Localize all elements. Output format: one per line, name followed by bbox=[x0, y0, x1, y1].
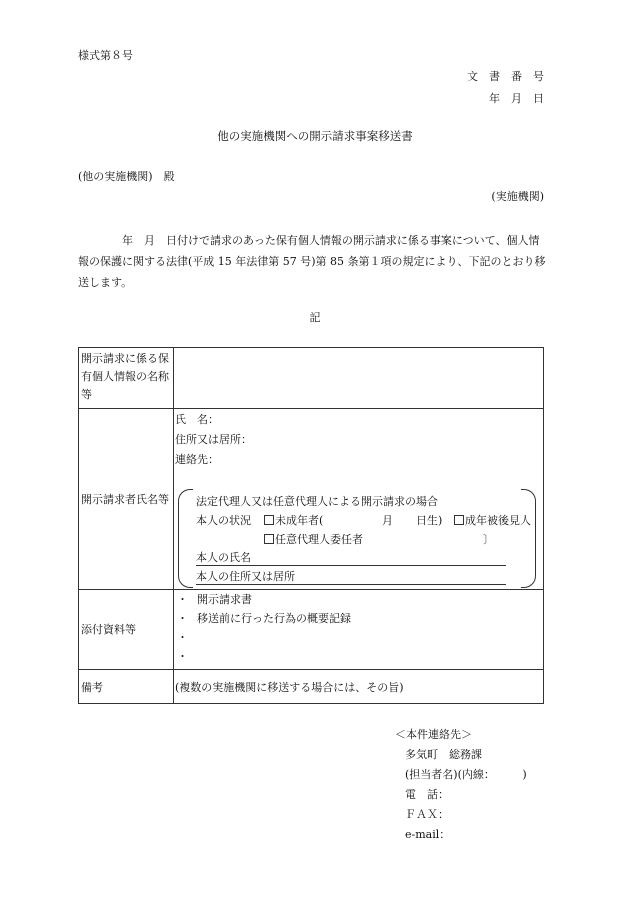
contact-fax: ＦＡＸ： bbox=[405, 808, 449, 821]
person-name-underline bbox=[196, 565, 506, 566]
adult-guardian-label: 成年被後見人 bbox=[465, 514, 531, 527]
name-field-label: 氏 名： bbox=[175, 413, 219, 426]
contact-person: (担当者名)(内線： ) bbox=[405, 768, 527, 781]
right-bracket bbox=[521, 489, 536, 588]
checkbox-icon bbox=[454, 515, 464, 525]
page-title: 他の実施機関への開示請求事案移送書 bbox=[217, 129, 413, 143]
sender: (実施機関) bbox=[491, 190, 544, 203]
transfer-table bbox=[78, 347, 544, 704]
minor-option bbox=[264, 515, 323, 526]
checkbox-icon bbox=[264, 534, 274, 544]
row-divider bbox=[79, 408, 543, 409]
contact-tel: 電 話： bbox=[405, 788, 449, 801]
attachment-item: 移送前に行った行為の概要記録 bbox=[197, 612, 351, 625]
birth-label: 日生) bbox=[416, 514, 443, 527]
status-label: 本人の状況 bbox=[196, 514, 251, 527]
person-address-underline bbox=[196, 584, 506, 585]
agent-delegator-label: 任意代理人委任者 bbox=[275, 533, 363, 546]
document-number-label: 文 書 番 号 bbox=[467, 70, 544, 83]
left-bracket bbox=[178, 489, 193, 588]
addressee: (他の実施機関) 殿 bbox=[78, 170, 175, 183]
contact-heading: ＜本件連絡先＞ bbox=[395, 728, 472, 741]
date-label: 年 月 日 bbox=[489, 92, 544, 105]
row-label-attachments: 添付資料等 bbox=[81, 623, 136, 636]
minor-label: 未成年者( bbox=[275, 514, 324, 527]
adult-guardian-option bbox=[454, 515, 531, 526]
row-label-requester: 開示請求者氏名等 bbox=[81, 493, 169, 506]
body-paragraph: 年 月 日付けで請求のあった保有個人情報の開示請求に係る事案について、個人情報の保護に関する法律(平成 15 年法律第 57 号)第 85 条第１項の規定により、下記のとおり移送します。 bbox=[78, 234, 546, 289]
attachment-item: 開示請求書 bbox=[197, 593, 252, 606]
address-field-label: 住所又は居所： bbox=[175, 433, 252, 446]
bracket-close: 〕 bbox=[483, 533, 494, 546]
contact-department: 多気町 総務課 bbox=[405, 748, 482, 761]
agent-heading: 法定代理人又は任意代理人による開示請求の場合 bbox=[196, 495, 438, 508]
column-divider bbox=[173, 348, 174, 703]
row-label-remarks: 備考 bbox=[81, 681, 103, 694]
form-number: 様式第８号 bbox=[78, 49, 133, 62]
attachment-bullet: ・ bbox=[177, 631, 188, 644]
attachment-bullet: ・ bbox=[177, 612, 188, 625]
remarks-text: (複数の実施機関に移送する場合には、その旨) bbox=[175, 681, 404, 694]
row-divider bbox=[79, 589, 543, 590]
checkbox-icon bbox=[264, 515, 274, 525]
ki-heading: 記 bbox=[309, 311, 321, 324]
contact-email: e-mail： bbox=[405, 828, 451, 841]
row-label-info-name: 開示請求に係る保有個人情報の名称等 bbox=[81, 352, 169, 401]
agent-section bbox=[178, 489, 536, 586]
attachment-bullet: ・ bbox=[177, 593, 188, 606]
month-label: 月 bbox=[382, 514, 393, 527]
contact-field-label: 連絡先： bbox=[175, 453, 219, 466]
agent-delegator-option bbox=[264, 534, 363, 545]
person-address-label: 本人の住所又は居所 bbox=[196, 570, 295, 583]
person-name-label: 本人の氏名 bbox=[196, 551, 251, 564]
attachment-bullet: ・ bbox=[177, 650, 188, 663]
row-divider bbox=[79, 669, 543, 670]
